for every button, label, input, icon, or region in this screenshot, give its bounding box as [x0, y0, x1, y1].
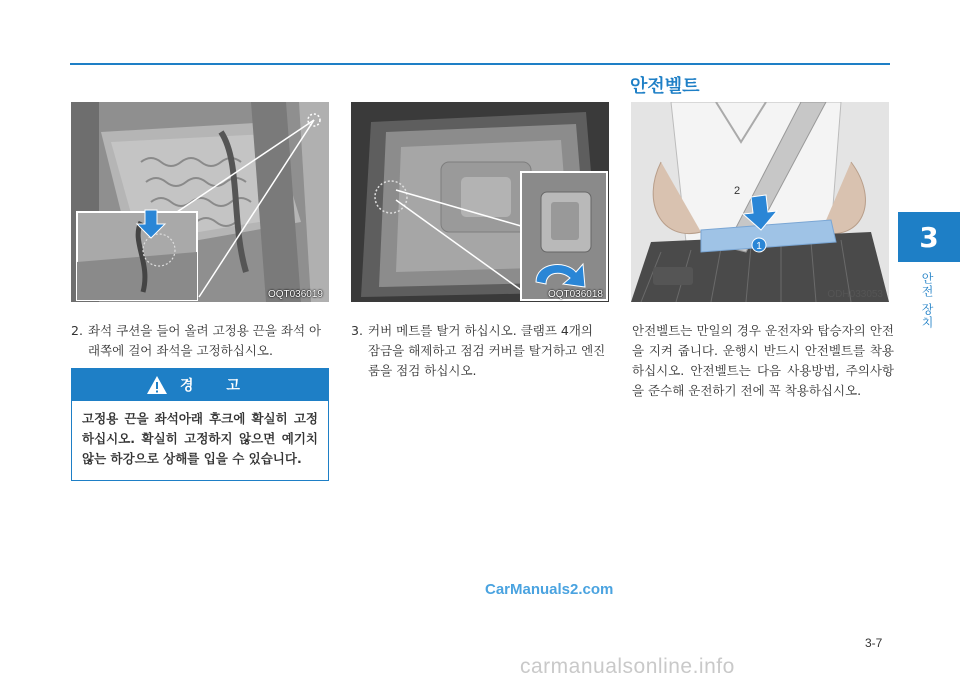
figure-code: ODH033053: [827, 289, 883, 300]
engine-cover-illustration: [351, 102, 609, 302]
chapter-tab[interactable]: [898, 212, 960, 262]
figure-engine-cover: [351, 102, 609, 302]
warning-header: [72, 369, 328, 401]
warning-box: [71, 368, 329, 481]
step-number: 3.: [351, 323, 363, 338]
top-rule: [70, 63, 890, 65]
warning-text: 고정용 끈을 좌석아래 후크에 확실히 고정하십시오. 확실히 고정하지 않으면 예기치 않는 하강으로 상해를 입을 수 있습니다.: [82, 411, 318, 466]
warning-title: 경 고: [180, 378, 254, 394]
seatbelt-paragraph: 안전벨트는 만일의 경우 운전자와 탑승자의 안전을 지켜 줍니다. 운행시 반드시 안전벨트를 착용하십시오. 안전벨트는 다음 사용방법, 주의사항을 준수해 운전하기 전에 꼭 착용하십시오.: [632, 323, 894, 398]
page-number: 3-7: [865, 636, 883, 650]
callout-1: 1: [756, 241, 762, 252]
figure-code: OQT036019: [267, 289, 323, 300]
step-number: 2.: [71, 323, 83, 338]
chapter-number: 3: [919, 220, 939, 254]
watermark-link[interactable]: CarManuals2.com: [485, 581, 614, 598]
step-text: 커버 메트를 탈거 하십시오. 클램프 4개의 잠금을 해제하고 점검 커버를 탈거하고 엔진룸을 점검 하십시오.: [368, 323, 606, 378]
seat-strap-illustration: [71, 102, 329, 302]
seatbelt-illustration: [631, 102, 889, 302]
step-3: [351, 321, 609, 381]
figure-seatbelt: [631, 102, 889, 302]
chapter-label: 안전 장치: [920, 272, 934, 329]
step-text: 좌석 쿠션을 들어 올려 고정용 끈을 좌석 아래쪽에 걸어 좌석을 고정하십시오.: [88, 323, 322, 358]
step-2: [71, 321, 329, 361]
watermark-footer: carmanualsonline.info: [520, 655, 735, 678]
warning-triangle-icon: [146, 375, 168, 395]
callout-2: 2: [733, 185, 741, 197]
figure-seat-strap: [71, 102, 329, 302]
section-title: 안전벨트: [630, 76, 700, 97]
figure-code: OQT036018: [547, 289, 603, 300]
